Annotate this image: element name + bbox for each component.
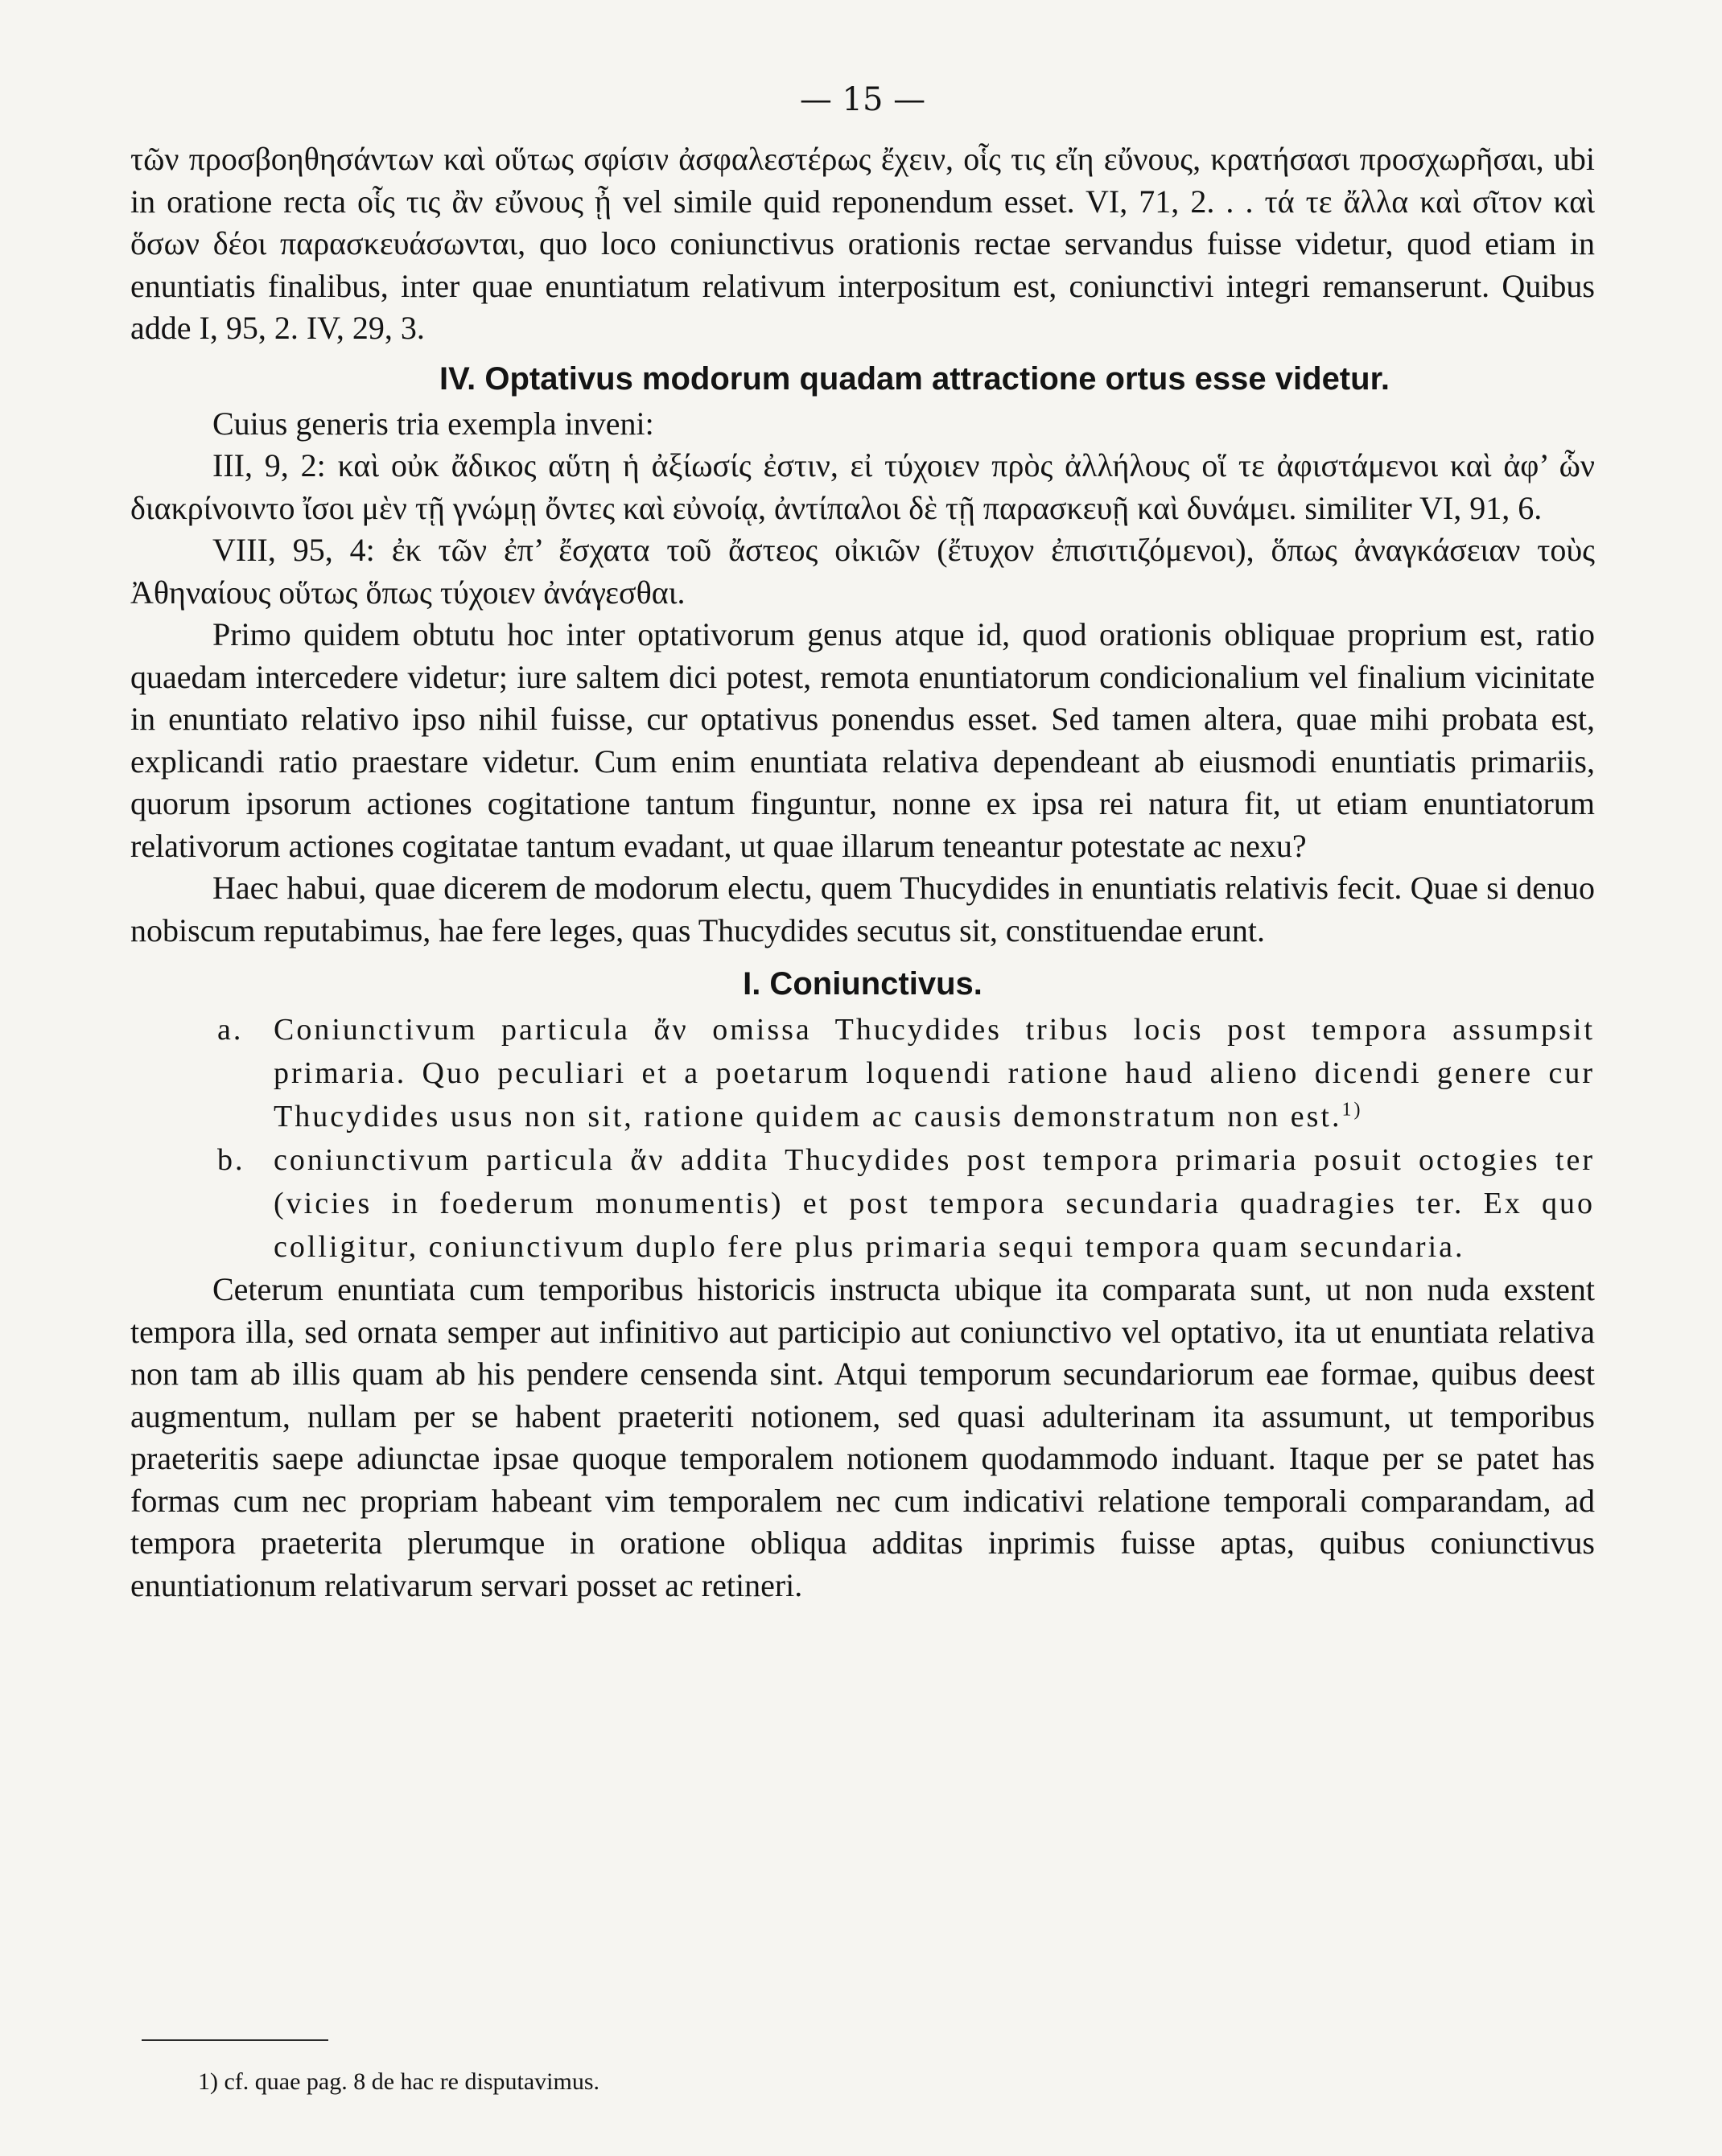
- paragraph-discussion: Primo quidem obtutu hoc inter optativorum genus atque id, quod orationis obliquae proprium est, ratio quaedam intercedere videtur; iure saltem dici potest, remota enuntiatorum condicionalium vel finalium vicinitate in enuntiato relativo ipso nihil fuisse, cur optativus ponendus esset. Sed tamen altera, quae mihi probata est, explicandi ratio praestare videtur. Cum enim enuntiata relativa dependeant ab eiusmodi enuntiatis primariis, quorum ipsorum actiones cogitatione tantum finguntur, nonne ex ipsa rei natura fit, ut etiam enuntiatorum relativorum actiones cogitatae tantum evadant, ut quae illarum teneantur potestate ac nexu?: [130, 616, 1595, 864]
- footnote-reference: 1): [1341, 1099, 1363, 1121]
- footnote-divider: [142, 2039, 328, 2041]
- paragraph-summary: Haec habui, quae dicerem de modorum electu, quem Thucydides in enuntiatis relativis fecit. Quae si denuo nobiscum reputabimus, hae fere leges, quas Thucydides secutus sit, constituendae erunt.: [130, 870, 1595, 948]
- list-label-b: b.: [217, 1143, 245, 1177]
- paragraph-example-iii: III, 9, 2: καὶ οὐκ ἄδικος αὕτη ἡ ἀξίωσίς ἐστιν, εἰ τύχοιεν πρὸς ἀλλήλους οἵ τε ἀφιστάμενοι καὶ ἀφ’ ὧν διακρίνοιντο ἴσοι μὲν τῇ γνώμῃ ὄντες καὶ εὐνοίᾳ, ἀντίπαλοι δὲ τῇ παρασκευῇ καὶ δυνάμει. similiter VI, 91, 6.: [130, 447, 1595, 526]
- list-text-a: [274, 1008, 1595, 1138]
- paragraph-example-viii: VIII, 95, 4: ἐκ τῶν ἐπ’ ἔσχατα τοῦ ἄστεος οἰκιῶν (ἔτυχον ἐπισιτιζόμενοι), ὅπως ἀναγκάσειαν τοὺς Ἀθηναίους οὕτως ὅπως τύχοιεν ἀνάγεσθαι.: [130, 532, 1595, 611]
- paragraph-examples-intro: Cuius generis tria exempla inveni:: [212, 405, 654, 442]
- page-content: [130, 77, 1595, 1607]
- paragraph-ceterum: Ceterum enuntiata cum temporibus historicis instructa ubique ita comparata sunt, ut non nuda exstent tempora illa, sed ornata semper aut infinitivo aut participio aut coniunctivo vel optativo, ita ut enuntiata relativa non tam ab illis quam ab his pendere censenda sint. Atqui temporum secundariorum eae formae, quibus deest augmentum, nullam per se habent praeteriti notionem, sed quasi adulterinam ita assumunt, ut temporibus praeteritis saepe adiunctae ipsae quoque temporalem notionem quodammodo induant. Itaque per se patet has formas cum nec propriam habeant vim temporalem nec cum indicativi relatione temporali comparandam, ad tempora praeterita plerumque in oratione obliqua additas inprimis fuisse aptas, quibus coniunctivus enuntiationum relativarum servari posset ac retineri.: [130, 1271, 1595, 1603]
- paragraph-continuation: τῶν προσβοηθησάντων καὶ οὕτως σφίσιν ἀσφαλεστέρως ἔχειν, οἷς τις εἴη εὔνους, κρατήσασι προσχωρῆσαι, ubi in oratione recta οἷς τις ἂν εὔνους ᾖ vel simile quid reponendum esset. VI, 71, 2. . . τά τε ἄλλα καὶ σῖτον καὶ ὅσων δέοι παρασκευάσωνται, quo loco coniunctivus orationis rectae servandus fuisse videtur, quod etiam in enuntiatis finalibus, inter quae enuntiatum relativum interpositum est, coniunctivi integri remanserunt. Quibus adde I, 95, 2. IV, 29, 3.: [130, 141, 1595, 346]
- section-heading-i: I. Coniunctivus.: [743, 966, 983, 1002]
- list-text-a-body: Coniunctivum particula ἄν omissa Thucydides tribus locis post tempora assumpsit primaria. Quo peculiari et a poetarum loquendi ratione haud alieno dicendi genere cur Thucydides usus non sit, ratione quidem ac causis demonstratum non est.: [274, 1013, 1595, 1134]
- section-heading-iv: IV. Optativus modorum quadam attractione ortus esse videtur.: [439, 360, 1390, 397]
- footnote: 1) cf. quae pag. 8 de hac re disputavimus.: [198, 2068, 599, 2095]
- page-number: — 15 —: [799, 81, 926, 118]
- list-text-b: coniunctivum particula ἄν addita Thucydides post tempora primaria posuit octogies ter (vicies in foederum monumentis) et post tempora secundaria quadragies ter. Ex quo colligitur, coniunctivum duplo fere plus primaria sequi tempora quam secundaria.: [274, 1143, 1595, 1264]
- list-item-a: [130, 1008, 1595, 1138]
- list-label-a: a.: [217, 1013, 244, 1047]
- list-item-b: [130, 1138, 1595, 1269]
